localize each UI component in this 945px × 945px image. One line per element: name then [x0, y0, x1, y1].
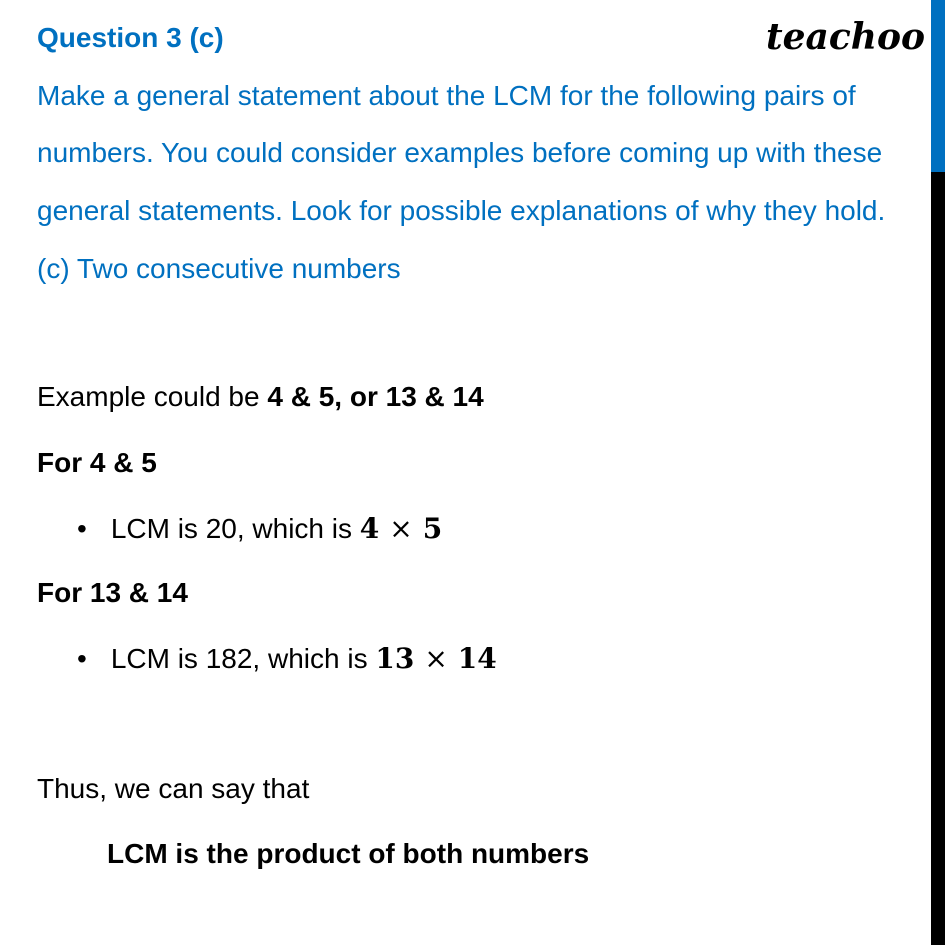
- case1-heading: For 4 & 5: [37, 447, 157, 478]
- scrollbar-track[interactable]: [931, 172, 945, 945]
- question-line-2: numbers. You could consider examples before coming up with these: [37, 137, 883, 168]
- case1-b: 5: [422, 512, 443, 545]
- scrollbar-thumb[interactable]: [931, 0, 945, 172]
- case2-b: 14: [457, 642, 497, 675]
- bullet: •: [77, 643, 87, 674]
- times-icon: ×: [424, 642, 448, 675]
- conclusion-statement: LCM is the product of both numbers: [107, 838, 590, 869]
- question-line-3: general statements. Look for possible explanations of why they hold.: [37, 195, 886, 226]
- case1-text: LCM is 20, which is: [110, 513, 360, 544]
- question-title: Question 3 (c): [37, 22, 224, 53]
- case2-a: 13: [375, 642, 415, 675]
- example-prefix: Example could be: [37, 381, 268, 412]
- conclusion-intro: Thus, we can say that: [37, 773, 310, 804]
- case2-heading: For 13 & 14: [37, 577, 188, 608]
- bullet: •: [77, 513, 87, 544]
- case1-bullet-item: [77, 512, 442, 545]
- case2-text: LCM is 182, which is: [110, 643, 376, 674]
- question-line-1: Make a general statement about the LCM for the following pairs of: [37, 80, 856, 111]
- example-values: 4 & 5, or 13 & 14: [267, 381, 484, 412]
- times-icon: ×: [389, 512, 413, 545]
- case1-a: 4: [359, 512, 380, 545]
- case2-bullet-item: [77, 642, 497, 675]
- example-line: [37, 381, 484, 413]
- teachoo-logo: teachoo: [766, 16, 925, 58]
- question-line-4: (c) Two consecutive numbers: [37, 253, 401, 284]
